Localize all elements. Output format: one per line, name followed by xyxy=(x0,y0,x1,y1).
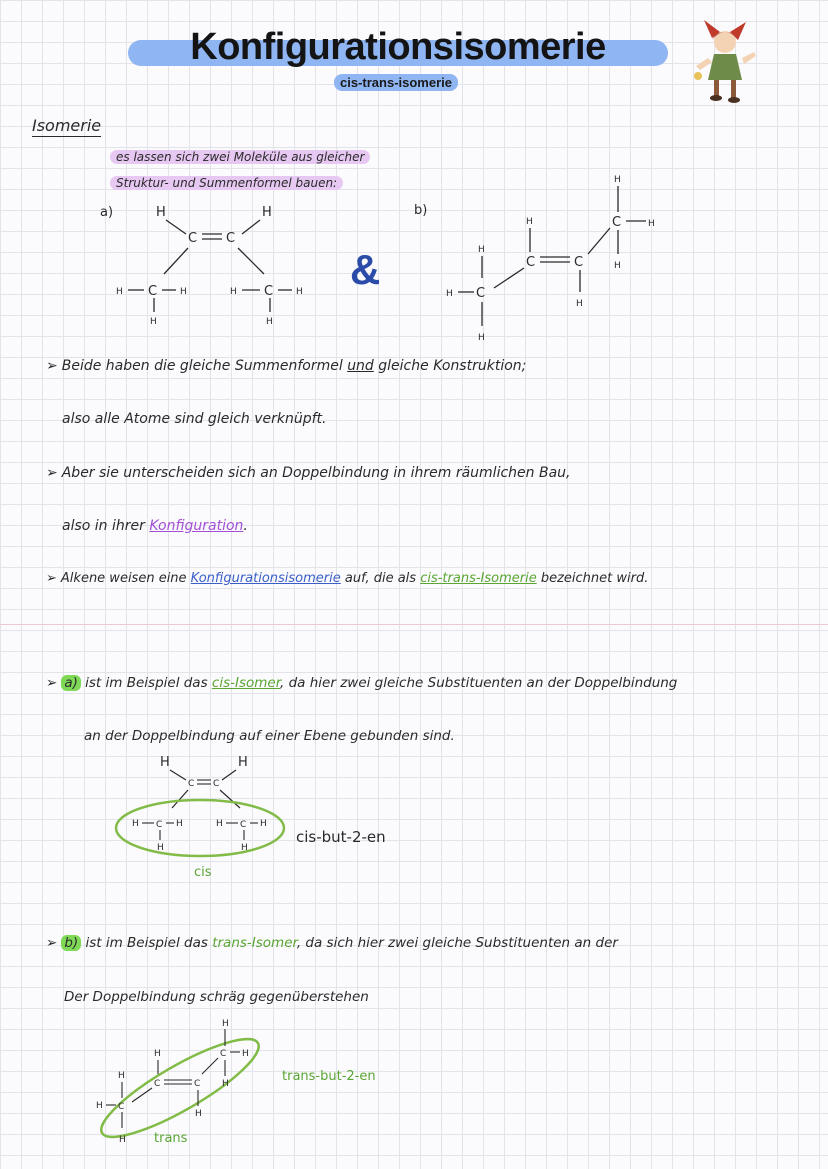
atom-h: H xyxy=(238,755,248,770)
atom-c: C xyxy=(526,255,536,270)
molecule-a-cis xyxy=(100,196,340,336)
note-line-1 xyxy=(46,358,526,374)
atom-c: C xyxy=(188,231,198,246)
atom-h: H xyxy=(266,317,273,327)
atom-h: H xyxy=(160,755,170,770)
text: also in ihrer xyxy=(62,518,150,534)
term-cis-trans: cis-trans-Isomerie xyxy=(420,571,537,586)
bullet-icon: ➢ xyxy=(46,571,57,586)
page-divider xyxy=(0,624,828,625)
atom-h: H xyxy=(296,287,303,297)
cis-ellipse xyxy=(116,800,284,856)
note-line-4 xyxy=(62,518,248,534)
text: bezeichnet wird. xyxy=(536,571,649,586)
atom-h: H xyxy=(132,819,139,829)
term-trans-isomer: trans-Isomer xyxy=(212,935,297,951)
atom-h: H xyxy=(96,1101,103,1111)
atom-h: H xyxy=(180,287,187,297)
note-line-2: also alle Atome sind gleich verknüpft. xyxy=(62,411,327,427)
text: ist im Beispiel das xyxy=(81,935,213,951)
title-block xyxy=(128,26,668,70)
cis-note-line-2: an der Doppelbindung auf einer Ebene gebunden sind. xyxy=(84,728,455,744)
atom-h: H xyxy=(156,205,166,220)
atom-c: C xyxy=(612,215,622,230)
atom-h: H xyxy=(526,217,533,227)
atom-h: H xyxy=(614,261,621,271)
text: . xyxy=(243,518,248,534)
atom-h: H xyxy=(118,1071,125,1081)
trans-name: trans-but-2-en xyxy=(282,1069,376,1084)
atom-h: H xyxy=(478,245,485,255)
atom-h: H xyxy=(195,1109,202,1119)
atom-h: H xyxy=(216,819,223,829)
atom-h: H xyxy=(260,819,267,829)
tag-a: a) xyxy=(61,675,81,691)
ampersand: & xyxy=(350,246,381,293)
term-konfiguration: Konfiguration xyxy=(149,518,244,534)
trans-diagram xyxy=(90,1016,430,1152)
atom-c: C xyxy=(220,1049,227,1059)
cis-label: cis xyxy=(194,865,212,880)
atom-c: C xyxy=(476,286,486,301)
text: Alkene weisen eine xyxy=(60,571,191,586)
atom-h: H xyxy=(119,1135,126,1145)
atom-c: C xyxy=(226,231,236,246)
atom-h: H xyxy=(648,219,655,229)
atom-h: H xyxy=(157,843,164,853)
label-b: b) xyxy=(414,203,428,218)
atom-c: C xyxy=(154,1079,161,1089)
atom-c: C xyxy=(194,1079,201,1089)
atom-h: H xyxy=(242,1049,249,1059)
atom-c: C xyxy=(213,779,220,789)
atom-c: C xyxy=(240,820,247,830)
cis-name: cis-but-2-en xyxy=(296,828,386,846)
atom-h: H xyxy=(230,287,237,297)
atom-h: H xyxy=(446,289,453,299)
trans-label: trans xyxy=(154,1131,188,1146)
cis-diagram xyxy=(110,752,430,882)
atom-c: C xyxy=(264,284,274,299)
intro-line-2: Struktur- und Summenformel bauen: xyxy=(110,176,343,190)
bullet-icon: ➢ xyxy=(46,358,58,374)
text: auf, die als xyxy=(340,571,421,586)
tag-b: b) xyxy=(61,935,81,951)
atom-h: H xyxy=(576,299,583,309)
text: ist im Beispiel das xyxy=(80,675,212,691)
page-title: Konfigurationsisomerie xyxy=(190,26,606,68)
molecule-b-trans xyxy=(410,170,670,350)
atom-h: H xyxy=(614,175,621,185)
text: , da sich hier zwei gleiche Substituenten an der xyxy=(296,935,618,951)
trans-note-line-1 xyxy=(46,935,618,951)
fairy-illustration xyxy=(690,18,760,104)
text: Beide haben die gleiche Summenformel xyxy=(61,358,348,374)
page-subtitle: cis-trans-isomerie xyxy=(334,74,458,91)
label-a: a) xyxy=(100,205,114,220)
atom-h: H xyxy=(116,287,123,297)
intro-line-1: es lassen sich zwei Moleküle aus gleicher xyxy=(110,150,370,164)
trans-note-line-2: Der Doppelbindung schräg gegenüberstehen xyxy=(64,989,369,1005)
atom-c: C xyxy=(188,779,195,789)
atom-h: H xyxy=(222,1079,229,1089)
section-heading: Isomerie xyxy=(32,116,102,135)
text: , da hier zwei gleiche Substituenten an der Doppelbindung xyxy=(280,675,678,691)
atom-h: H xyxy=(176,819,183,829)
atom-c: C xyxy=(574,255,584,270)
atom-h: H xyxy=(150,317,157,327)
bullet-icon: ➢ xyxy=(46,465,58,481)
atom-h: H xyxy=(262,205,272,220)
term-konfigurationsisomerie: Konfigurationsisomerie xyxy=(190,571,341,586)
atom-h: H xyxy=(222,1019,229,1029)
atom-h: H xyxy=(241,843,248,853)
term-cis-isomer: cis-Isomer xyxy=(211,675,281,691)
bullet-icon: ➢ xyxy=(46,675,58,691)
text: gleiche Konstruktion; xyxy=(373,358,527,374)
atom-h: H xyxy=(154,1049,161,1059)
text-underlined: und xyxy=(347,358,374,374)
atom-c: C xyxy=(148,284,158,299)
note-line-3 xyxy=(46,465,570,481)
note-line-5 xyxy=(46,571,648,586)
atom-h: H xyxy=(478,333,485,343)
cis-note-line-1 xyxy=(46,675,677,691)
atom-c: C xyxy=(156,820,163,830)
bullet-icon: ➢ xyxy=(46,935,58,951)
text: Aber sie unterscheiden sich an Doppelbindung in ihrem räumlichen Bau, xyxy=(61,465,571,481)
atom-c: C xyxy=(118,1102,125,1112)
